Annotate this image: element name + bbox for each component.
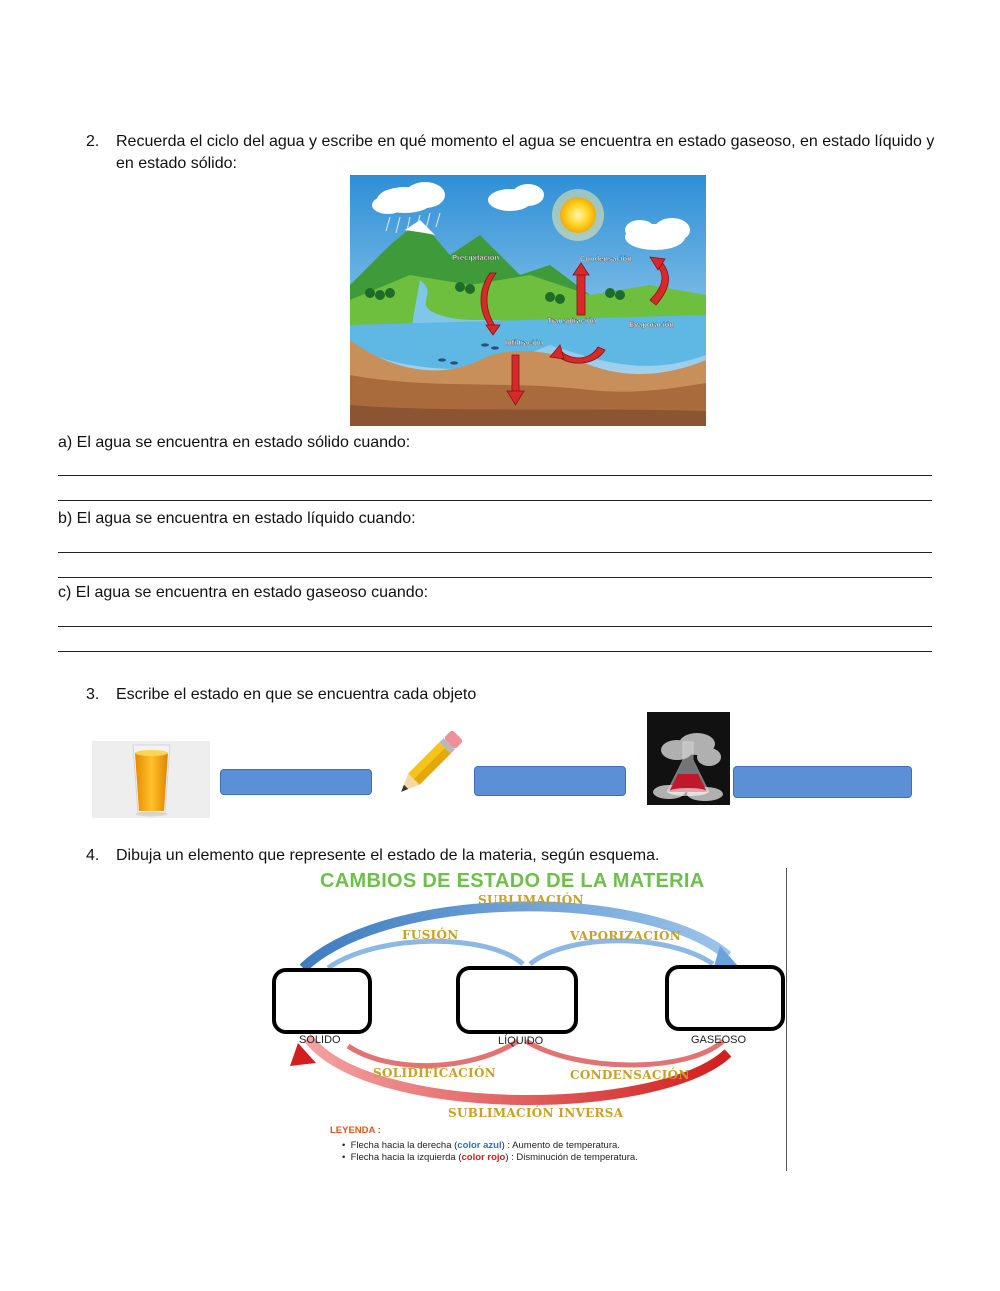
answer-line[interactable] <box>58 552 932 553</box>
drawing-box-gas[interactable] <box>665 965 785 1031</box>
question-number: 4. <box>86 847 100 864</box>
question-text <box>116 131 966 175</box>
drawing-box-liquid[interactable] <box>456 966 578 1034</box>
answer-line[interactable] <box>58 626 932 627</box>
scheme-border <box>786 868 787 1171</box>
answer-line[interactable] <box>58 500 932 501</box>
smoking-flask-image <box>647 712 730 805</box>
question-text: Dibuja un elemento que represente el estado de la materia, según esquema. <box>116 847 660 864</box>
legend-title: LEYENDA : <box>330 1125 381 1136</box>
legend-bullet: • <box>342 1140 351 1151</box>
answer-box-flask[interactable] <box>733 766 912 798</box>
answer-line[interactable] <box>58 651 932 652</box>
subquestion-a: a) El agua se encuentra en estado sólido cuando: <box>58 434 411 451</box>
pencil-image <box>392 727 464 804</box>
label-solidificacion: SOLIDIFICACIÓN <box>373 1066 496 1080</box>
state-label-liquido: LÍQUIDO <box>498 1035 544 1047</box>
legend-color-red: color rojo <box>461 1152 506 1163</box>
answer-box-pencil[interactable] <box>474 766 626 796</box>
subquestion-b: b) El agua se encuentra en estado líquido cuando: <box>58 510 416 527</box>
question-text: Escribe el estado en que se encuentra cada objeto <box>116 686 477 703</box>
label-vaporizacion: VAPORIZACIÓN <box>570 929 682 943</box>
legend-text: Flecha hacia la derecha ( <box>350 1140 458 1151</box>
question-number: 2. <box>86 133 100 150</box>
subquestion-c: c) El agua se encuentra en estado gaseoso cuando: <box>58 584 429 601</box>
label-fusion: FUSIÓN <box>402 928 459 942</box>
water-cycle-diagram <box>350 175 706 426</box>
legend-text: ) : Disminución de temperatura. <box>505 1152 638 1163</box>
answer-line[interactable] <box>58 475 932 476</box>
label-transpiration: Transpiración <box>547 316 597 325</box>
legend-item-blue <box>342 1140 620 1151</box>
flask-icon <box>647 712 730 805</box>
label-evaporation: Evaporación <box>629 320 675 329</box>
question-number: 3. <box>86 686 100 703</box>
juice-glass-image <box>92 741 210 818</box>
juice-glass-icon <box>92 741 210 818</box>
scheme-title: CAMBIOS DE ESTADO DE LA MATERIA <box>320 870 705 892</box>
legend-text: Flecha hacia la izquierda ( <box>350 1152 462 1163</box>
legend-color-blue: color azul <box>457 1140 502 1151</box>
label-infiltration: Infiltración <box>505 338 544 347</box>
question-text-line: en estado sólido: <box>116 155 237 172</box>
legend-text: ) : Aumento de temperatura. <box>501 1140 620 1151</box>
answer-box-juice[interactable] <box>220 769 372 795</box>
question-text-line: Recuerda el ciclo del agua y escribe en qué momento el agua se encuentra en estado gaseoso, en estado líquido y <box>116 133 935 150</box>
label-sublimacion: SUBLIMACIÓN <box>478 893 584 907</box>
state-label-gaseoso: GASEOSO <box>691 1034 747 1046</box>
water-cycle-illustration <box>350 175 706 426</box>
answer-line[interactable] <box>58 577 932 578</box>
legend-item-red <box>342 1152 638 1163</box>
states-of-matter-scheme <box>268 868 788 1173</box>
label-condensacion: CONDENSACIÓN <box>570 1068 690 1082</box>
label-precipitation: Precipitación <box>452 253 500 262</box>
label-condensation: Condensación <box>580 254 632 263</box>
state-label-solido: SÓLIDO <box>299 1034 341 1046</box>
legend-bullet: • <box>342 1152 351 1163</box>
drawing-box-solid[interactable] <box>272 968 372 1034</box>
pencil-icon <box>392 727 464 804</box>
label-sublimacion-inversa: SUBLIMACIÓN INVERSA <box>448 1106 624 1120</box>
